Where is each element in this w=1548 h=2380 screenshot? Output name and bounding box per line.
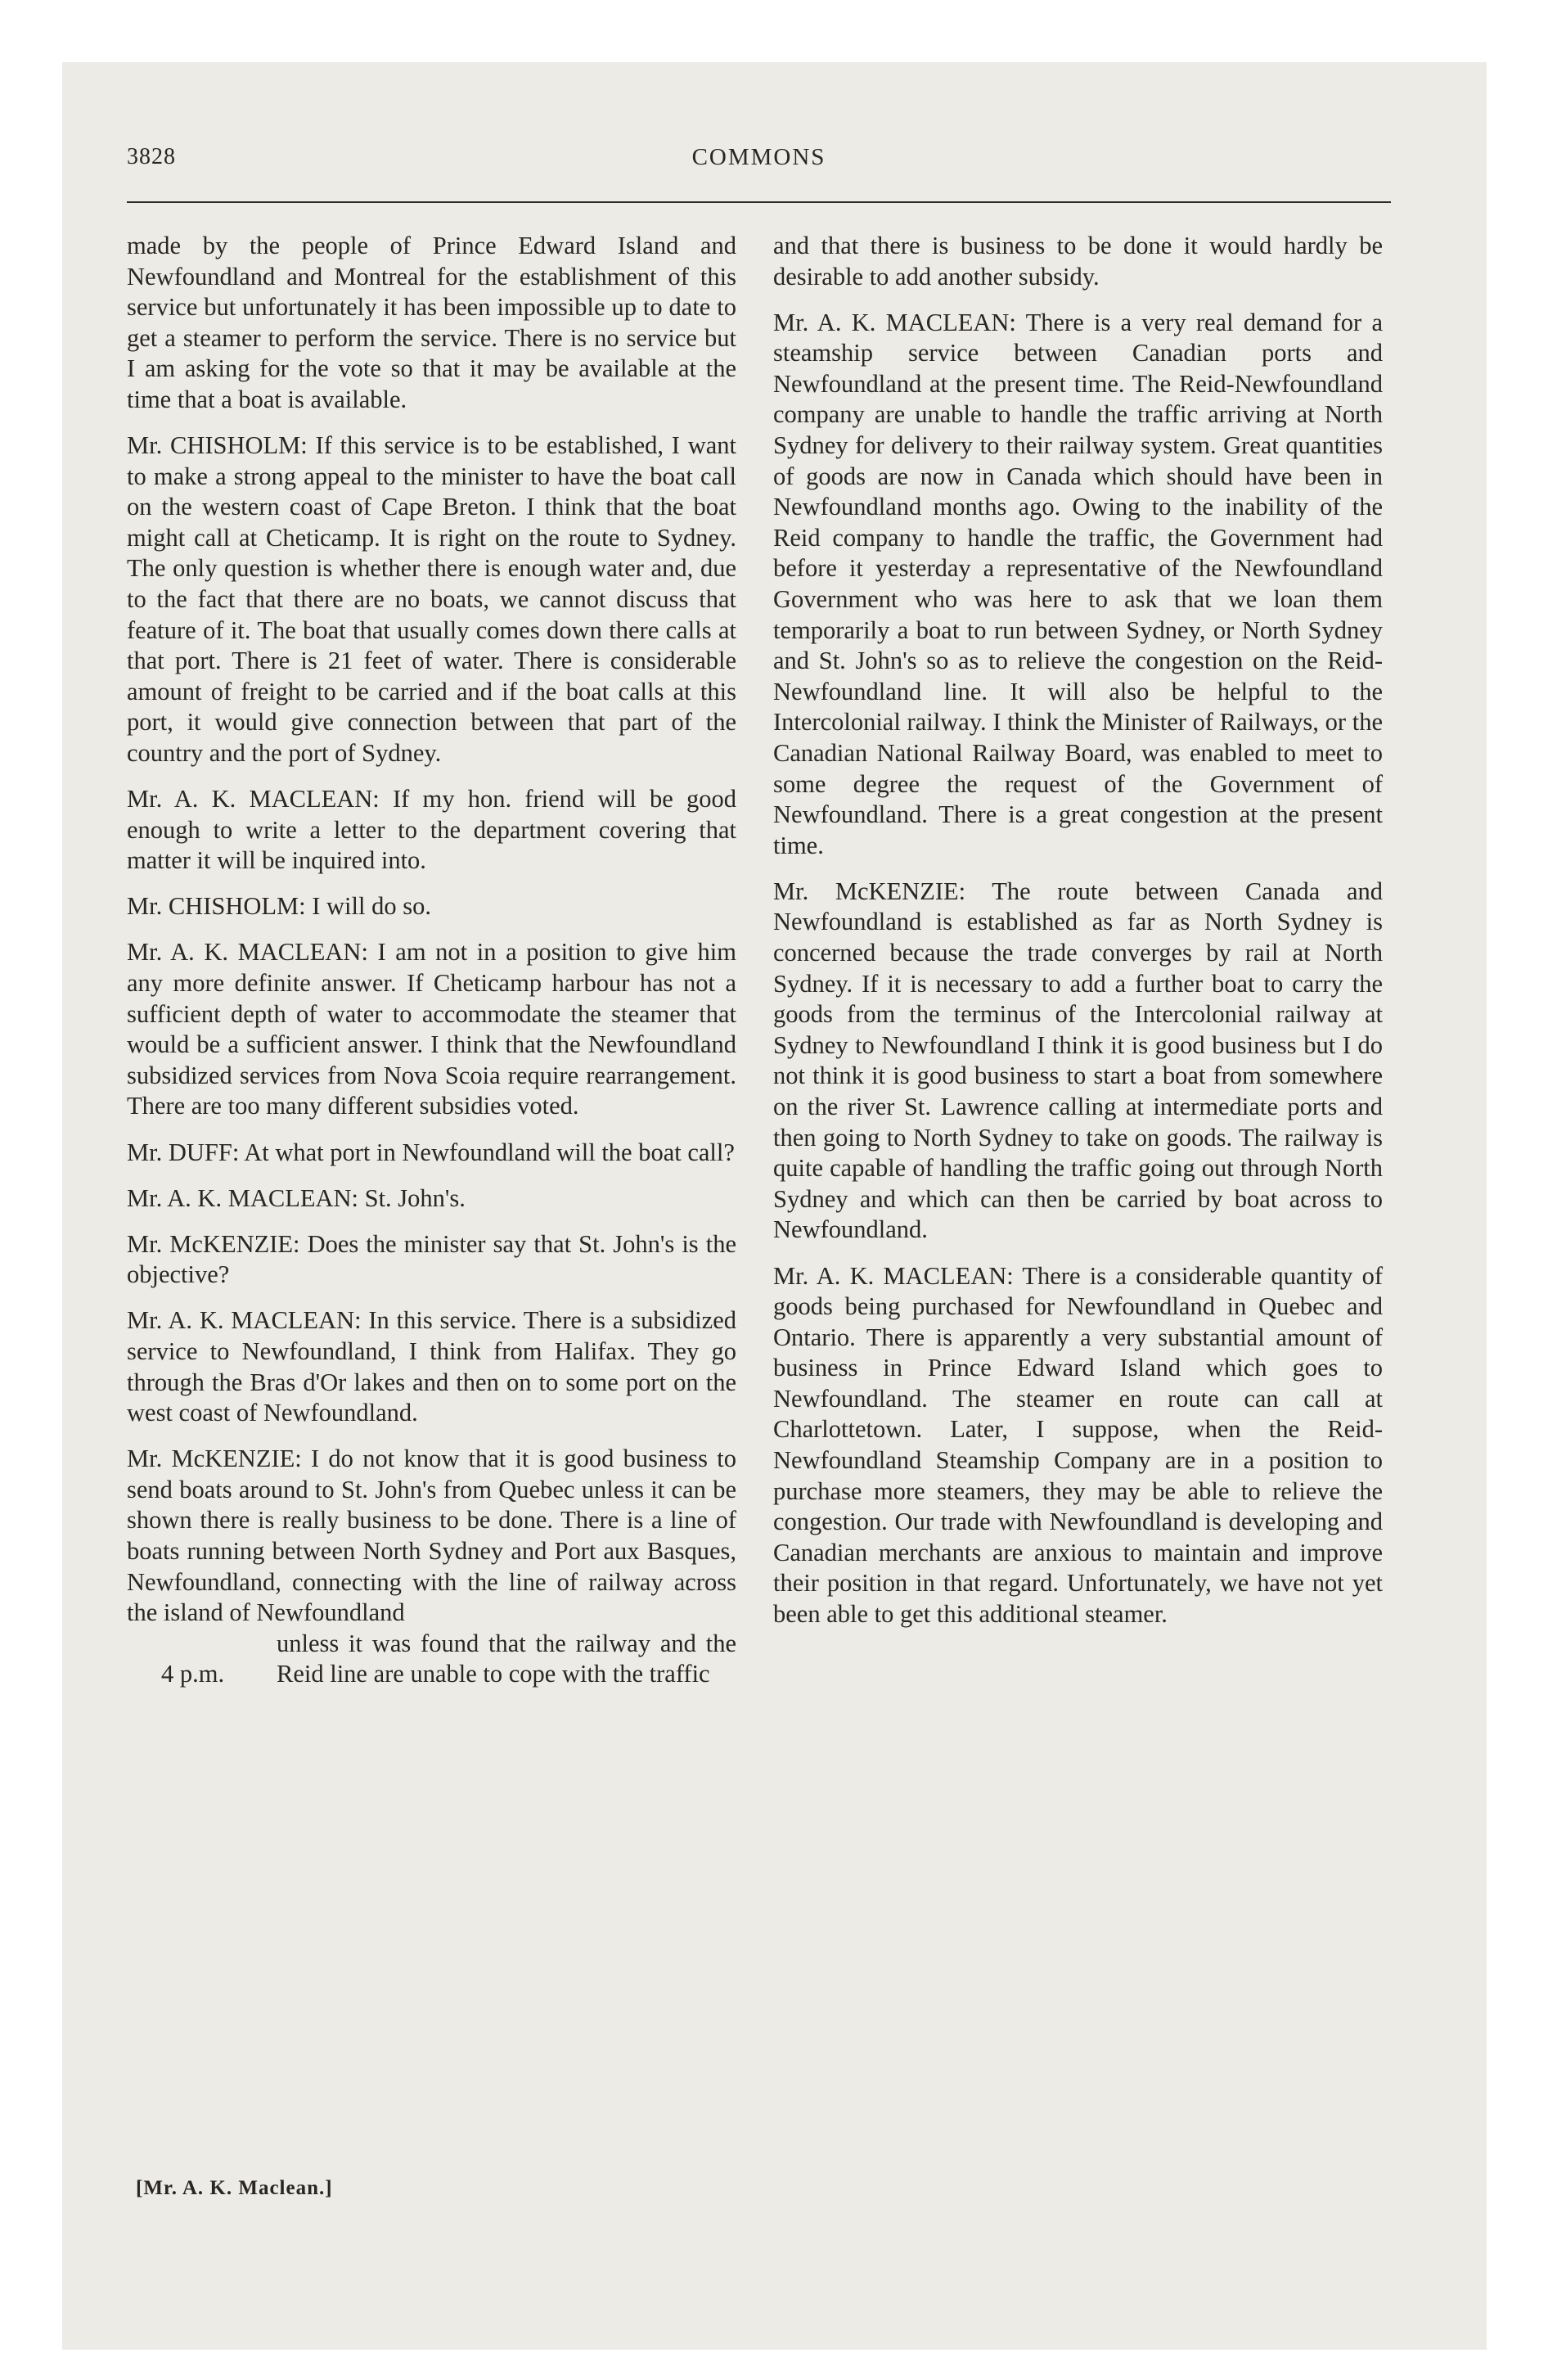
right-column (773, 231, 1383, 1645)
paragraph: Mr. A. K. MACLEAN: St. John's. (127, 1183, 466, 1212)
left-column (127, 231, 736, 1690)
paragraph: Mr. DUFF: At what port in Newfoundland will the boat call? (127, 1138, 735, 1166)
paragraph: Mr. McKENZIE: The route between Canada and Newfoundland is established as far as North Sydney is concerned because the trade converges by rail at North Sydney. If it is necessary to add a further boat to carry the goods from the terminus of the Intercolonial railway at Sydney to Newfoundland I think it is good business but I do not think it is good business to start a boat from somewhere on the river St. Lawrence calling at intermediate ports and then going to North Sydney to take on goods. The railway is quite capable of handling the traffic going out through North Sydney and which can then be carried by boat across to Newfoundland. (773, 877, 1383, 1244)
paragraph: Mr. A. K. MACLEAN: There is a very real demand for a steamship service between Canadian ports and Newfoundland at the present time. The Reid-Newfoundland company are unable to handle the traffic arriving at North Sydney for delivery to their railway system. Great quantities of goods are now in Canada which should have been in Newfoundland months ago. Owing to the inability of the Reid company to handle the traffic, the Government had before it yesterday a representative of the Newfoundland Government who was here to ask that we loan them temporarily a boat to run between Sydney, or North Sydney and St. John's so as to relieve the congestion on the Reid-Newfoundland line. It will also be helpful to the Intercolonial railway. I think the Minister of Railways, or the Canadian National Railway Board, was enabled to meet to some degree the request of the Government of Newfoundland. There is a great congestion at the present time. (773, 308, 1383, 859)
paragraph: Mr. A. K. MACLEAN: There is a considerable quantity of goods being purchased for Newfoundland in Quebec and Ontario. There is apparently a very substantial amount of business in Prince Edward Island which goes to Newfoundland. The steamer en route can call at Charlottetown. Later, I suppose, when the Reid-Newfoundland Steamship Company are in a position to purchase more steamers, they may be able to relieve the congestion. Our trade with Newfoundland is developing and Canadian merchants are anxious to maintain and improve their position in that regard. Unfortunately, we have not yet been able to get this additional steamer. (773, 1261, 1383, 1629)
paragraph-continuation (127, 1629, 736, 1690)
paragraph: made by the people of Prince Edward Island and Newfoundland and Montreal for the establishment of this service but unfortunately it has been impossible up to date to get a steamer to perform the service. There is no service but I am asking for the vote so that it may be available at the time that a boat is available. (127, 232, 736, 413)
paragraph: Mr. A. K. MACLEAN: I am not in a position to give him any more definite answer. If Cheticamp harbour has not a sufficient depth of water to accommodate the steamer that would be a sufficient answer. I think that the Newfoundland subsidized services from Nova Scoia require rearrangement. There are too many different subsidies voted. (127, 938, 736, 1120)
paragraph: Mr. McKENZIE: I do not know that it is good business to send boats around to St. John's from Quebec unless it can be shown there is really business to be done. There is a line of boats running between North Sydney and Port aux Basques, Newfoundland, connecting with the line of railway across the island of Newfoundland (127, 1445, 736, 1627)
paragraph: Mr. CHISHOLM: If this service is to be established, I want to make a strong appeal to the minister to have the boat call on the western coast of Cape Breton. I think that the boat might call at Cheticamp. It is right on the route to Sydney. The only question is whether there is enough water and, due to the fact that there are no boats, we cannot discuss that feature of it. The boat that usually comes down there calls at that port. There is 21 feet of water. There is considerable amount of freight to be carried and if the boat calls at this port, it would give connection between that part of the country and the port of Sydney. (127, 431, 736, 767)
speaker-footer: [Mr. A. K. Maclean.] (136, 2177, 333, 2199)
paragraph: Mr. A. K. MACLEAN: In this service. There is a subsidized service to Newfoundland, I think from Halifax. They go through the Bras d'Or lakes and then on to some port on the west coast of Newfoundland. (127, 1306, 736, 1427)
running-head: COMMONS (691, 144, 826, 170)
page-number: 3828 (127, 144, 176, 169)
paragraph: Mr. A. K. MACLEAN: If my hon. friend will be good enough to write a letter to the department covering that matter it will be inquired into. (127, 785, 736, 875)
paragraph: Mr. CHISHOLM: I will do so. (127, 892, 431, 921)
header-rule (127, 201, 1391, 203)
paragraph: Mr. McKENZIE: Does the minister say that St. John's is the objective? (127, 1229, 736, 1289)
page-header (127, 144, 1391, 185)
continuation-text: unless it was found that the railway and the Reid line are unable to cope with the traffic (277, 1629, 736, 1688)
time-margin-note: 4 p.m. (161, 1660, 225, 1688)
paragraph: and that there is business to be done it would hardly be desirable to add another subsidy. (773, 232, 1383, 291)
